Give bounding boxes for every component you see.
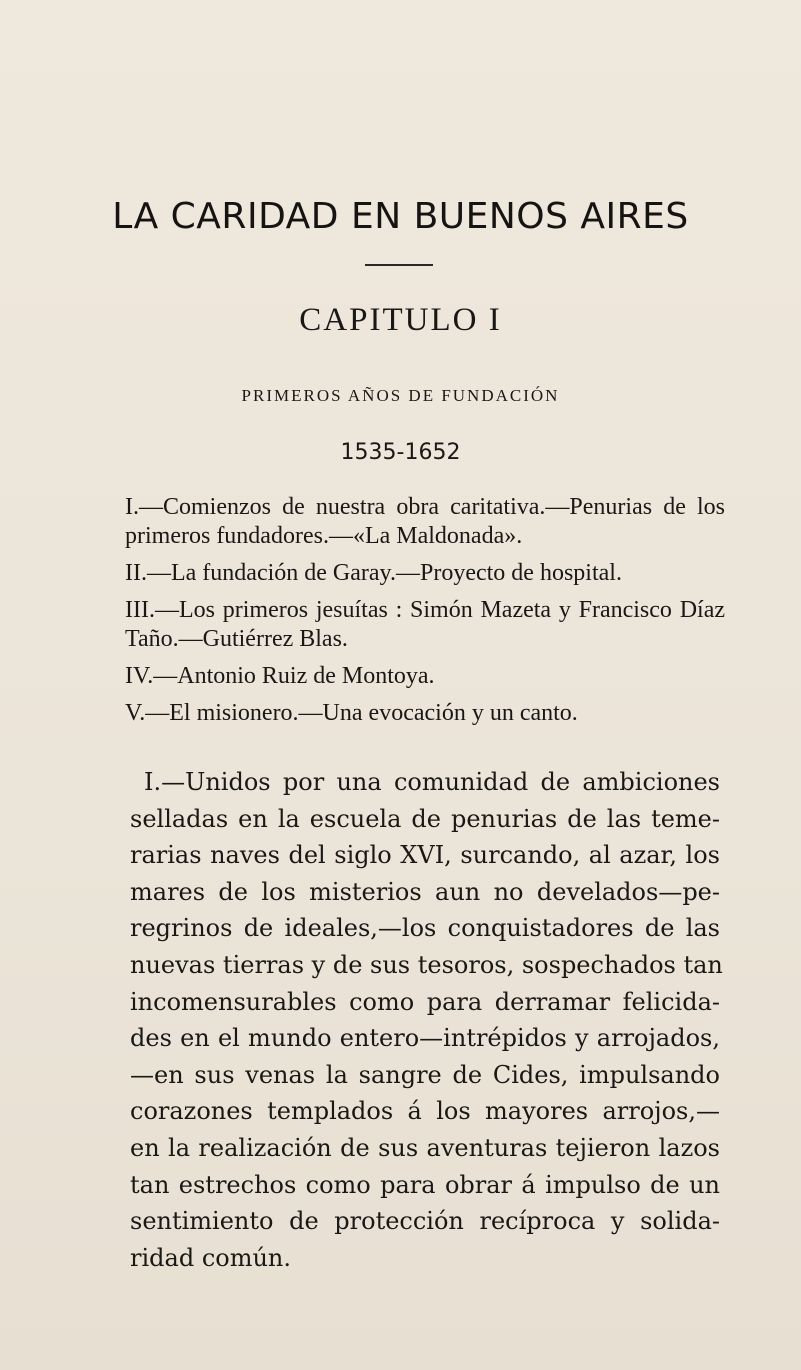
summary-item-5: V.—El misionero.—Una evocación y un canto.	[125, 700, 578, 726]
body-line: regrinos de ideales,—los conquistadores de las	[130, 914, 720, 943]
summary-item-1: I.—Comienzos de nuestra obra caritativa.—Penurias de los primeros fundadores.—«La Maldonada».	[125, 494, 725, 549]
chapter-summary	[125, 493, 725, 728]
book-title: LA CARIDAD EN BUENOS AIRES	[112, 196, 689, 237]
body-line: des en el mundo entero—intrépidos y arrojados,	[130, 1024, 720, 1053]
body-line: ridad común.	[130, 1243, 292, 1272]
body-line: sentimiento de protección recíproca y solida-	[130, 1207, 720, 1236]
body-line: nuevas tierras y de sus tesoros, sospechados tan	[130, 950, 723, 979]
body-line: corazones templados á los mayores arrojos,—	[130, 1097, 720, 1126]
body-line: en la realización de sus aventuras tejieron lazos	[130, 1133, 720, 1162]
body-line: incomensurables como para derramar felicida-	[130, 987, 720, 1016]
body-line: mares de los misterios aun no develados—pe-	[130, 877, 720, 906]
chapter-title: CAPITULO I	[299, 302, 502, 338]
chapter-subtitle: PRIMEROS AÑOS DE FUNDACIÓN	[241, 386, 560, 405]
title-divider	[365, 264, 433, 266]
summary-item-4: IV.—Antonio Ruiz de Montoya.	[125, 663, 435, 689]
body-paragraph	[130, 764, 723, 1276]
body-line: selladas en la escuela de penurias de las teme-	[130, 804, 720, 833]
body-line: rarias naves del siglo XVI, surcando, al azar, los	[130, 841, 720, 870]
year-range: 1535-1652	[340, 440, 461, 465]
summary-item-3: III.—Los primeros jesuítas : Simón Mazeta y Francisco Díaz Taño.—Gutiérrez Blas.	[125, 597, 725, 652]
body-line: I.—Unidos por una comunidad de ambiciones	[144, 768, 720, 796]
summary-item-2: II.—La fundación de Garay.—Proyecto de hospital.	[125, 560, 622, 586]
body-line: tan estrechos como para obrar á impulso de un	[130, 1170, 720, 1199]
body-line: —en sus venas la sangre de Cides, impulsando	[130, 1060, 720, 1089]
